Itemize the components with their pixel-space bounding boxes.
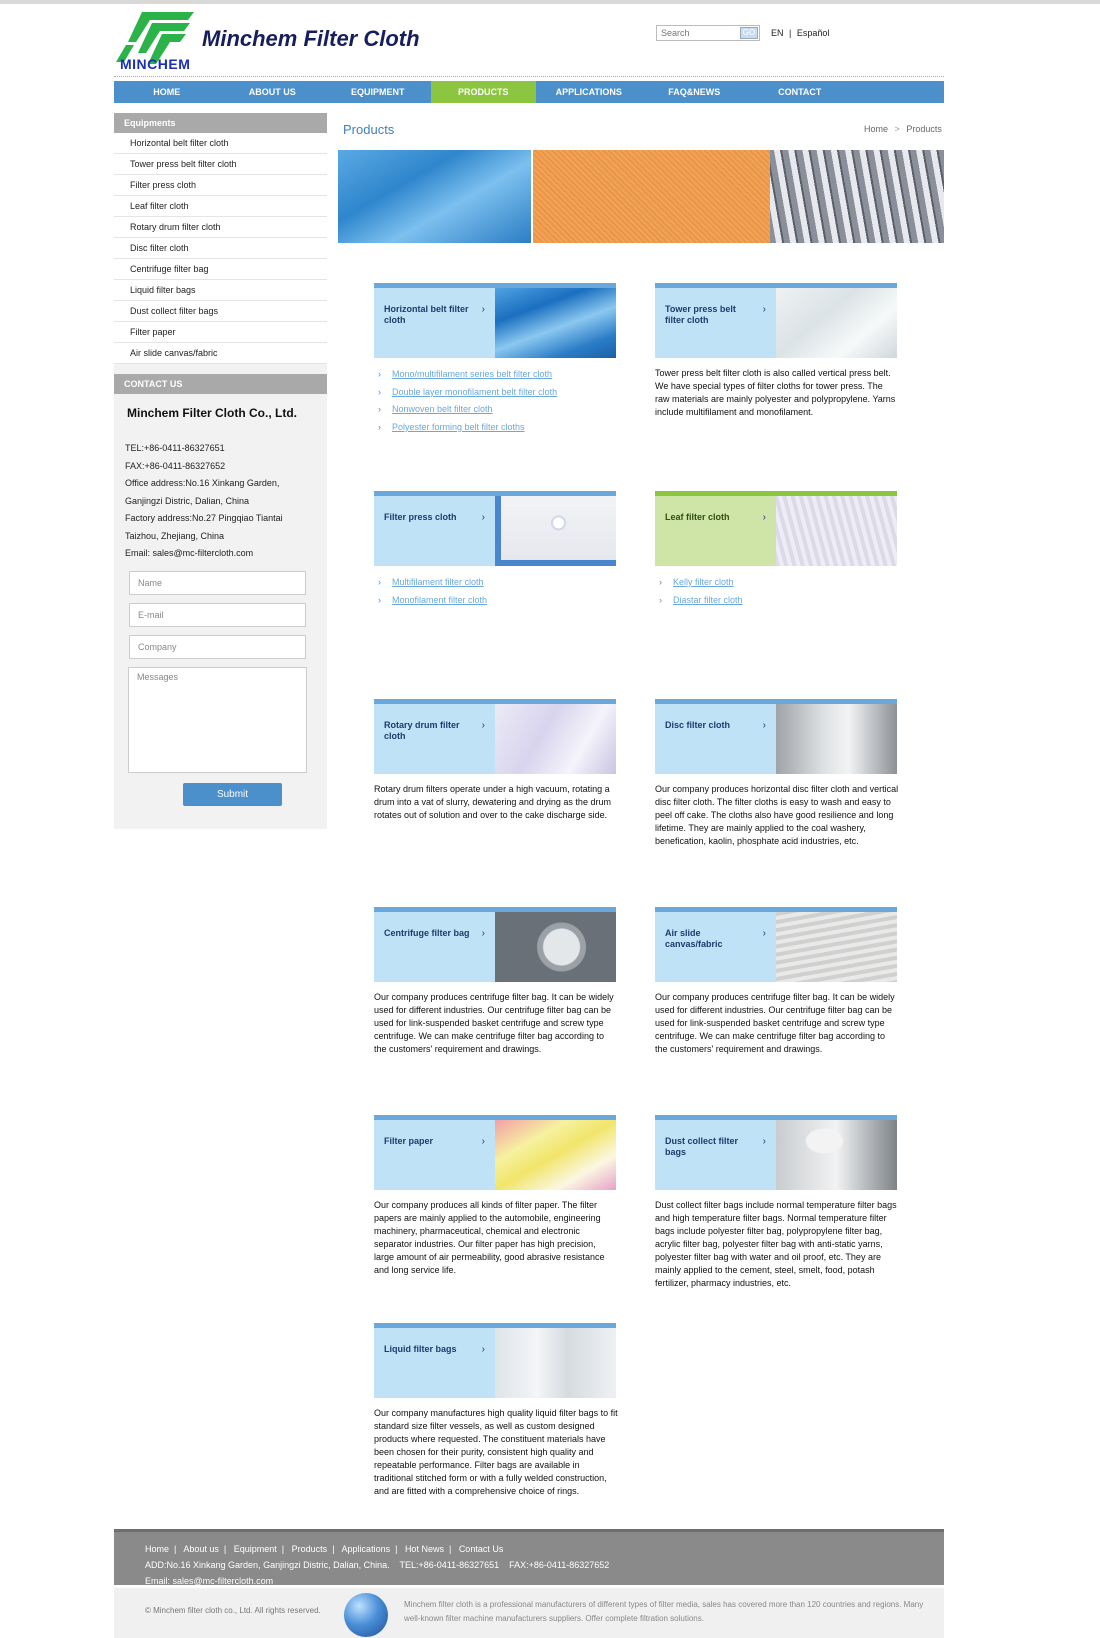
products-banner [338, 150, 944, 243]
chevron-right-icon: › [481, 304, 485, 315]
card-link[interactable] [374, 384, 616, 402]
nav-equipment[interactable]: EQUIPMENT [350, 87, 405, 97]
breadcrumb-home[interactable]: Home [864, 124, 889, 134]
product-card-tower-press [655, 283, 897, 419]
search-go-button[interactable]: GO [740, 27, 758, 39]
chevron-right-icon: › [378, 369, 381, 379]
lang-es-link[interactable]: Español [796, 28, 830, 38]
sidebar-item-leaf-filter[interactable]: Leaf filter cloth [114, 196, 327, 217]
card-label[interactable] [655, 704, 776, 774]
card-links [374, 358, 616, 436]
chevron-right-icon: › [378, 594, 381, 605]
footer-separator: | [281, 1544, 285, 1554]
lang-separator: | [789, 28, 792, 38]
card-label-text: Rotary drum filter cloth [384, 720, 460, 741]
sidebar-item-air-slide[interactable]: Air slide canvas/fabric [114, 343, 327, 364]
nav-contact[interactable]: CONTACT [778, 87, 822, 97]
card-link[interactable] [374, 419, 616, 437]
card-image[interactable] [776, 912, 897, 982]
card-link[interactable] [655, 574, 897, 592]
card-image[interactable] [776, 496, 897, 566]
sidebar-item-dust-bags[interactable]: Dust collect filter bags [114, 301, 327, 322]
product-card-leaf-filter [655, 491, 897, 609]
lang-en-link[interactable]: EN [771, 28, 784, 38]
product-card-horizontal-belt [374, 283, 616, 436]
card-label[interactable] [655, 912, 776, 982]
sidebar-equipments-heading: Equipments [114, 113, 327, 133]
chevron-right-icon: › [481, 928, 485, 939]
card-image[interactable] [776, 288, 897, 358]
card-label[interactable] [655, 496, 776, 566]
card-header[interactable] [655, 1120, 897, 1190]
card-label-text: Leaf filter cloth [665, 512, 730, 522]
nav-faq-news[interactable]: FAQ&NEWS [668, 87, 721, 97]
card-label-text: Centrifuge filter bag [384, 928, 470, 938]
chevron-right-icon: › [659, 577, 662, 587]
banner-image-filter-bars [770, 150, 944, 243]
card-description: Our company produces centrifuge filter bag. It can be widely used for different industries. Our centrifuge filter bag can be used for link-suspended basket centrifuge and screw type centrifuge. We can make centrifuge filter bag according to the customers' requirement and drawings. [374, 992, 614, 1054]
card-link-text: Mono/multifilament series belt filter cloth [392, 369, 553, 379]
card-label[interactable] [374, 496, 495, 566]
card-link-text: Monofilament filter cloth [392, 594, 488, 605]
sidebar-item-rotary-drum[interactable]: Rotary drum filter cloth [114, 217, 327, 238]
footer-link-equipment[interactable]: Equipment [233, 1544, 277, 1554]
contact-office: Office address:No.16 Xinkang Garden, Ganjingzi Distric, Dalian, China [125, 478, 280, 506]
product-card-air-slide [655, 907, 897, 1056]
card-header[interactable] [655, 288, 897, 358]
footer-email: Email: sales@mc-filtercloth.com [145, 1576, 274, 1586]
card-label-text: Air slide canvas/fabric [665, 928, 723, 949]
footer-separator: | [395, 1544, 398, 1554]
card-image[interactable] [495, 1120, 616, 1190]
sidebar-item-liquid-bags[interactable]: Liquid filter bags [114, 280, 327, 301]
card-label[interactable] [655, 288, 776, 358]
card-image[interactable] [495, 704, 616, 774]
card-links [655, 566, 897, 609]
chevron-right-icon: › [481, 1344, 485, 1355]
card-label[interactable] [374, 704, 495, 774]
card-link-text: Diastar filter cloth [673, 594, 743, 605]
card-image[interactable] [495, 1328, 616, 1398]
card-header[interactable] [655, 912, 897, 982]
footer-separator: | [223, 1544, 227, 1554]
sidebar-item-filter-paper[interactable]: Filter paper [114, 322, 327, 343]
page-title: Products [343, 122, 395, 137]
card-link[interactable] [374, 592, 616, 610]
nav-about-us[interactable]: ABOUT US [248, 87, 296, 97]
card-description: Our company manufactures high quality liquid filter bags to fit standard size filter vessels, as well as custom designed products where requested. The constituent materials have been chosen for their purity, consistent high quality and repeatable performance. Filter bags are available in traditional stitched form or with a fully welded construction, and are fitted with a comprehensive choice of rings. [374, 1408, 618, 1496]
card-label-text: Filter press cloth [384, 512, 457, 522]
card-header[interactable] [655, 496, 897, 566]
card-header[interactable] [374, 288, 616, 358]
card-link-text: Polyester forming belt filter cloths [392, 421, 525, 432]
footer-link-contact[interactable]: Contact Us [458, 1544, 504, 1554]
card-image[interactable] [776, 1120, 897, 1190]
chevron-right-icon: › [762, 512, 766, 523]
chevron-right-icon: › [378, 577, 381, 587]
logo-wordmark: MINCHEM [120, 56, 191, 72]
card-description: Our company produces all kinds of filter paper. The filter papers are mainly applied to the automobile, engineering machinery, pharmaceutical, chemical and electronic separator industries. Our filter paper has high precision, large amount of air permeability, good abrasive resistance and long service life. [374, 1200, 605, 1275]
submit-button[interactable]: Submit [183, 783, 282, 806]
chevron-right-icon: › [659, 594, 662, 605]
footer-separator: | [174, 1544, 177, 1554]
contact-form [114, 563, 327, 806]
sidebar-item-tower-press[interactable]: Tower press belt filter cloth [114, 154, 327, 175]
breadcrumb [864, 124, 942, 134]
product-card-disc-filter [655, 699, 897, 848]
chevron-right-icon: › [762, 720, 766, 731]
card-header[interactable] [374, 496, 616, 566]
chevron-right-icon: › [378, 404, 381, 415]
banner-image-blue-cloth [338, 150, 531, 243]
sidebar-equipment-list [114, 133, 327, 364]
footer-separator: | [332, 1544, 335, 1554]
contact-details [114, 440, 327, 563]
nav-products[interactable]: PRODUCTS [431, 81, 537, 103]
messages-field[interactable]: Messages [128, 667, 307, 773]
card-label[interactable] [374, 288, 495, 358]
chevron-right-icon: › [762, 1136, 766, 1147]
contact-email: Email: sales@mc-filtercloth.com [125, 548, 254, 558]
card-label-text: Horizontal belt filter cloth [384, 304, 469, 325]
card-description: Rotary drum filters operate under a high vacuum, rotating a drum into a vat of slurry, dewatering and drying as the drum rotates out of solution and over to the cake discharge side. [374, 784, 611, 820]
chevron-right-icon: › [762, 304, 766, 315]
card-header[interactable] [655, 704, 897, 774]
sidebar-contact-heading: CONTACT US [114, 374, 327, 394]
chevron-right-icon: › [481, 720, 485, 731]
footer-link-home[interactable]: Home [145, 1544, 170, 1554]
chevron-right-icon: › [378, 386, 381, 397]
top-border [0, 0, 1100, 4]
breadcrumb-separator-icon: > [894, 124, 900, 134]
sidebar-item-centrifuge-bag[interactable]: Centrifuge filter bag [114, 259, 327, 280]
chevron-right-icon: › [378, 421, 381, 432]
product-card-liquid-bags [374, 1323, 616, 1498]
card-link[interactable] [655, 592, 897, 610]
product-card-filter-paper [374, 1115, 616, 1277]
banner-image-orange-cloth [533, 150, 770, 243]
chevron-right-icon: › [481, 1136, 485, 1147]
card-image[interactable] [776, 704, 897, 774]
card-image[interactable] [495, 288, 616, 358]
card-description: Dust collect filter bags include normal temperature filter bags and high temperature filter bags. Normal temperature filter bags include polyester filter bag, polypropylene filter bag, acrylic filter bag, polyester filter bag with anti-static yarns, polyester filter bag with water and oil proof, etc. They are mainly applied to the cement, steel, smelt, food, potash fertilizer, pharmacy industries, etc. [655, 1200, 897, 1288]
main-nav [114, 81, 944, 103]
nav-divider [114, 76, 944, 77]
product-card-rotary-drum [374, 699, 616, 822]
product-card-centrifuge-bag [374, 907, 616, 1056]
chevron-right-icon: › [481, 512, 485, 523]
card-label-text: Filter paper [384, 1136, 434, 1146]
sidebar-item-filter-press[interactable]: Filter press cloth [114, 175, 327, 196]
card-label-text: Tower press belt filter cloth [665, 304, 736, 325]
contact-tel: TEL:+86-0411-86327651 [125, 443, 225, 453]
nav-home[interactable]: HOME [153, 87, 181, 97]
card-link[interactable] [374, 366, 616, 384]
card-description: Tower press belt filter cloth is also called vertical press belt. We have special types of filter cloths for tower press. The raw materials are mainly polyester and polypropylene. Yarns include multifilament and monofilament. [655, 368, 896, 417]
card-header[interactable] [374, 1120, 616, 1190]
breadcrumb-current: Products [906, 124, 942, 134]
card-image[interactable] [495, 496, 616, 566]
card-link[interactable] [374, 574, 616, 592]
footer-links-panel [114, 1529, 944, 1585]
contact-factory: Factory address:No.27 Pingqiao Tiantai Taizhou, Zhejiang, China [125, 513, 283, 541]
footer-nav [145, 1544, 503, 1554]
footer-separator: | [448, 1544, 452, 1554]
product-card-dust-bags [655, 1115, 897, 1290]
card-label[interactable] [374, 1120, 495, 1190]
copyright: © Minchem filter cloth co., Ltd. All rights reserved. [145, 1606, 321, 1615]
footer-about: Minchem filter cloth is a professional manufacturers of different types of filter media, sales has covered more than 120 countries and regions. Many well-known filter machine manufacturers suppliers. Offer complete filtration solutions. [404, 1600, 924, 1623]
card-label-text: Dust collect filter bags [665, 1136, 739, 1157]
card-label[interactable] [374, 912, 495, 982]
product-card-filter-press [374, 491, 616, 609]
card-description: Our company produces horizontal disc filter cloth and vertical disc filter cloth. The filter cloths is easy to wash and easy to peel off cake. The cloths also have good resilience and long lifetime. They are mainly applied to the coal washery, benefication, kaolin, phosphate acid industries, etc. [655, 784, 899, 846]
card-header[interactable] [374, 1328, 616, 1398]
card-link-text: Multifilament filter cloth [392, 577, 484, 587]
footer-link-applications[interactable]: Applications [341, 1544, 391, 1554]
card-link-text: Kelly filter cloth [673, 577, 734, 587]
sidebar-item-horizontal-belt[interactable]: Horizontal belt filter cloth [114, 133, 327, 154]
card-link[interactable] [374, 401, 616, 419]
name-field[interactable]: Name [129, 571, 306, 595]
footer-link-hot-news[interactable]: Hot News [404, 1544, 444, 1554]
card-image[interactable] [495, 912, 616, 982]
brand-title[interactable]: Minchem Filter Cloth [202, 26, 420, 51]
company-field[interactable]: Company [129, 635, 306, 659]
card-label[interactable] [655, 1120, 776, 1190]
company-name: Minchem Filter Cloth Co., Ltd. [127, 406, 297, 420]
card-header[interactable] [374, 912, 616, 982]
footer-link-about[interactable]: About us [183, 1544, 219, 1554]
card-links [374, 566, 616, 609]
footer-bottom [114, 1588, 944, 1638]
globe-icon [344, 1593, 388, 1637]
card-header[interactable] [374, 704, 616, 774]
card-link-text: Nonwoven belt filter cloth [392, 404, 493, 415]
card-label-text: Disc filter cloth [665, 720, 731, 730]
chevron-right-icon: › [762, 928, 766, 939]
nav-applications[interactable]: APPLICATIONS [555, 87, 622, 97]
language-switch [771, 28, 829, 38]
card-link-text: Double layer monofilament belt filter cloth [392, 386, 558, 397]
sidebar [114, 113, 327, 829]
card-label-text: Liquid filter bags [384, 1344, 457, 1354]
footer-address: ADD:No.16 Xinkang Garden, Ganjingzi Distric, Dalian, China. TEL:+86-0411-86327651 FAX:+86-0411-86327652 [145, 1560, 610, 1570]
footer-link-products[interactable]: Products [291, 1544, 328, 1554]
email-field[interactable]: E-mail [129, 603, 306, 627]
card-description: Our company produces centrifuge filter bag. It can be widely used for different industries. Our centrifuge filter bag can be used for link-suspended basket centrifuge and screw type centrifuge. We can make centrifuge filter bag according to the customers' requirement and drawings. [655, 992, 895, 1054]
contact-fax: FAX:+86-0411-86327652 [125, 460, 226, 471]
card-label[interactable] [374, 1328, 495, 1398]
sidebar-item-disc-filter[interactable]: Disc filter cloth [114, 238, 327, 259]
